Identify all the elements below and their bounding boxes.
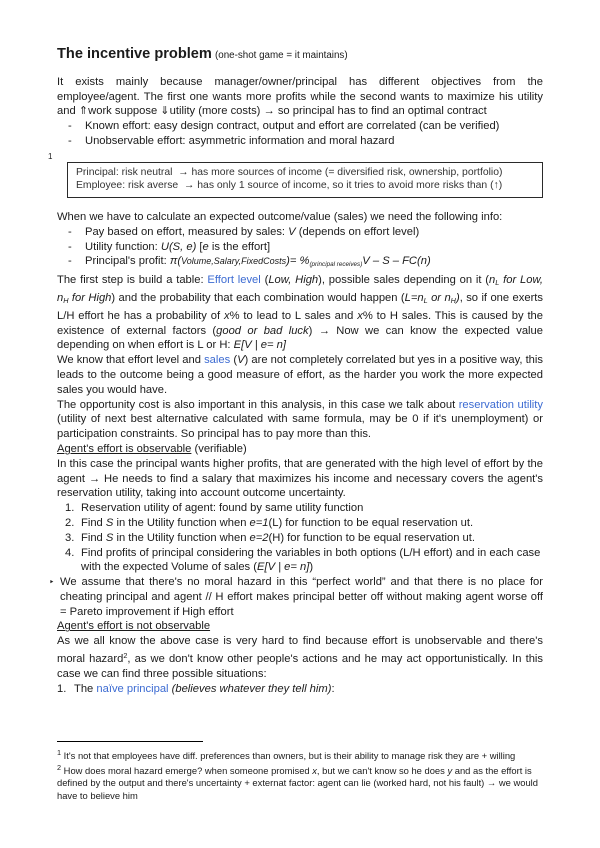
text-run: S: [105, 531, 114, 544]
text-run: (L) for function to be equal reservation ut.: [268, 516, 474, 529]
text-run: As we all know the above case is very hard to find because effort is unobservable and there's moral hazard: [57, 635, 543, 666]
paragraph-first-step: [57, 273, 543, 353]
list-item: [57, 254, 543, 273]
text-run: , so if one exerts L/H effort he has a probability of: [57, 291, 543, 322]
dash-marker: -: [68, 134, 72, 147]
text-run: ): [455, 291, 460, 304]
naive-principal-text: [74, 682, 543, 697]
numbered-item-text: [81, 501, 543, 516]
info-list: [57, 225, 543, 273]
numbered-item: [57, 546, 543, 576]
text-run: We assume that there's no moral hazard in this “perfect world” and that there is no place for cheating principal and agent // H effort makes principal better off without making agent worse off = Pareto improvement if High effort: [60, 576, 543, 618]
page-title: [57, 47, 543, 64]
paragraph-calculate-info: [57, 210, 543, 225]
assumption-bullet: [49, 575, 543, 619]
text-run: for Low,: [499, 274, 544, 287]
text-run: S: [105, 516, 114, 529]
text-run: π(: [169, 255, 182, 268]
footnote-1: [57, 747, 543, 762]
text-run: ) are not completely correlated but yes in a positive way, this leads to the outcome being a good measure of effort, as the harder you work the more expected sales you would have.: [57, 354, 543, 396]
text-run: In this case the principal wants higher profits, that are generated with the high level of effort by the agent → He needs to find a salary that maximizes his income and necessary covers the agent's reservation utility, taking into account outcome uncertainty.: [57, 457, 543, 500]
text-run: e=2: [249, 531, 269, 544]
list-item-text: [85, 240, 543, 255]
text-run: 2: [57, 763, 62, 773]
text-run: e: [202, 240, 209, 253]
paragraph-we-know: [57, 353, 543, 397]
number-marker: 3.: [65, 531, 75, 544]
numbered-item-text: [81, 516, 543, 531]
text-run: and as the effort is defined by the output and there's uncertainty + externat factor: agent can lie (worked hard, not his fault) → we would have to believe him: [57, 765, 538, 801]
text-run: U(S, e): [160, 240, 197, 253]
text-run: x: [312, 765, 317, 777]
text-run: Unobservable effort: asymmetric information and moral hazard: [85, 134, 395, 147]
number-marker: 1.: [57, 682, 67, 695]
text-run: ), possible sales depending on it (: [318, 274, 490, 287]
list-item: [57, 225, 543, 240]
text-run: , as we don't know other people's actions and he may act opportunistically. In this case we can find three possible situations:: [57, 653, 543, 680]
text-run: H: [450, 295, 456, 305]
numbered-item: [57, 516, 543, 531]
text-run: for High: [68, 291, 112, 304]
text-run: in the Utility function when: [113, 531, 250, 544]
link[interactable]: naïve principal: [96, 682, 169, 695]
text-run: V – S – FC(n): [362, 255, 431, 268]
list-item: [57, 119, 543, 134]
text-run: 1: [57, 748, 62, 757]
text-run: Known effort: easy design contract, output and effort are correlated (can be verified): [85, 120, 500, 133]
text-run: (depends on effort level): [295, 225, 420, 238]
text-run: Find: [81, 531, 106, 544]
text-run: e=1: [249, 516, 269, 529]
text-run: (utility of next best alternative calculated with same formula, may be 0 if it's unemployment) or participation constraints. So principal has to pay more than this.: [57, 413, 543, 441]
text-run: It's not that employees have diff. preferences than owners, but is their ability to manage risk they are + willing: [61, 750, 516, 761]
text-run: ) and the probability that each combination would happen (: [111, 291, 405, 304]
text-run: good or bad luck: [216, 324, 309, 337]
text-run: Principal: risk neutral → has more sources of income (= diversified risk, ownership, portfolio): [76, 166, 503, 178]
text-run: The: [74, 682, 97, 695]
text-run: L=n: [404, 291, 424, 304]
text-run: ) → Now we can know the expected value depending on when effort is L or H:: [57, 324, 543, 352]
dash-marker: -: [68, 120, 72, 133]
text-run: % to H sales. This is caused by the existence of external factors (: [57, 309, 544, 337]
dash-marker: -: [68, 255, 72, 268]
text-run: % to lead to L sales and: [229, 309, 358, 322]
text-run: Reservation utility of agent: found by same utility function: [81, 502, 364, 515]
text-run: Low, High: [268, 274, 319, 287]
assumption-text: [60, 575, 543, 619]
text-run: Volume,Salary,FixedCosts: [181, 256, 287, 267]
paragraph-opportunity-cost: [57, 398, 543, 442]
paragraph-intro: [57, 75, 543, 119]
list-item-text: [85, 134, 543, 149]
numbered-item-text: [81, 546, 543, 576]
link[interactable]: reservation utility: [458, 398, 543, 411]
heading-effort-observable: [57, 442, 543, 457]
footnotes-section: [57, 741, 543, 802]
text-run: x: [224, 309, 230, 322]
text-run: When we have to calculate an expected outcome/value (sales) we need the following info:: [57, 210, 503, 223]
numbered-item-text: [81, 531, 543, 546]
number-marker: 2.: [65, 516, 75, 529]
text-run: The opportunity cost is also important in this analysis, in this case we talk about: [57, 398, 459, 411]
footnote-2: [57, 762, 543, 802]
steps-list: [57, 501, 543, 575]
text-run: We know that effort level and: [57, 354, 205, 367]
text-run: Employee: risk averse → has only 1 source of income, so it tries to avoid more risks than (↑): [76, 180, 503, 192]
text-run: L: [423, 295, 428, 305]
box-line-principal: [76, 166, 534, 180]
naive-principal-item: [57, 682, 543, 697]
footnote-divider: [57, 741, 203, 742]
number-marker: 4.: [65, 546, 75, 559]
link[interactable]: sales: [204, 354, 231, 367]
text-run: Pay based on effort, measured by sales:: [85, 225, 289, 238]
dash-marker: -: [68, 225, 72, 238]
text-run: or n: [427, 291, 451, 304]
text-run: , but we can't know so he does: [316, 765, 448, 777]
text-run: n: [57, 291, 64, 304]
text-run: n: [489, 274, 496, 287]
title-text: The incentive problem: [57, 46, 212, 62]
text-run: Find profits of principal considering the variables in both options (L/H effort) and in each case with the expected Volume of sales (: [81, 546, 541, 574]
footnote-reference-1: 1: [48, 151, 53, 161]
text-run: V: [288, 225, 296, 238]
text-run: Find: [81, 516, 106, 529]
heading-effort-not-observable: [57, 619, 543, 634]
text-run: V: [237, 354, 245, 367]
text-run: 2: [123, 651, 128, 661]
numbered-item: [57, 501, 543, 516]
text-run: Principal's profit:: [85, 255, 170, 268]
paragraph-observable-case: [57, 457, 543, 501]
text-run: How does moral hazard emerge? when someone promised: [61, 765, 313, 777]
text-run: )= %: [286, 255, 310, 268]
text-run: (: [260, 274, 269, 287]
text-run: (principal receives): [309, 261, 363, 269]
triangle-bullet-marker: ‣: [49, 577, 55, 588]
text-run: x: [357, 309, 363, 322]
text-run: :: [331, 682, 335, 695]
dash-marker: -: [68, 240, 72, 253]
text-run: (H) for function to be equal reservation ut.: [268, 531, 475, 544]
text-run: [: [196, 240, 203, 253]
text-run: y: [447, 765, 453, 777]
paragraph-not-observable-case: [57, 634, 543, 681]
number-marker: 1.: [65, 502, 75, 515]
text-run: The first step is build a table:: [57, 274, 208, 287]
text-run: E[V | e= n]: [257, 561, 310, 574]
title-suffix: (one-shot game = it maintains): [215, 50, 348, 61]
text-run: is the effort]: [208, 240, 271, 253]
text-run: Agent's effort is observable: [57, 442, 192, 455]
list-item-text: [85, 225, 543, 240]
box-line-employee: [76, 179, 534, 193]
text-run: E[V | e= n]: [233, 339, 286, 352]
list-item: [57, 240, 543, 255]
text-run: (: [230, 354, 238, 367]
text-run: (verifiable): [191, 442, 247, 455]
effort-type-list: [57, 119, 543, 149]
link[interactable]: Effort level: [207, 274, 261, 287]
text-run: Agent's effort is not observable: [57, 620, 211, 633]
risk-attitude-box: [67, 162, 543, 198]
list-item-text: [85, 254, 543, 273]
text-run: L: [495, 278, 500, 288]
text-run: Utility function:: [85, 240, 161, 253]
text-run: It exists mainly because manager/owner/principal has different objectives from the employee/agent. The first one wants more profits while the second wants to maximize his utility and ⇑work suppose ⇓utility (more costs) → so principal has to find an optimal contract: [57, 75, 543, 118]
text-run: H: [63, 295, 69, 305]
text-run: ): [309, 561, 314, 574]
numbered-item: [57, 531, 543, 546]
list-item: [57, 134, 543, 149]
text-run: (believes whatever they tell him): [171, 682, 332, 695]
list-item-text: [85, 119, 543, 134]
text-run: in the Utility function when: [113, 516, 250, 529]
